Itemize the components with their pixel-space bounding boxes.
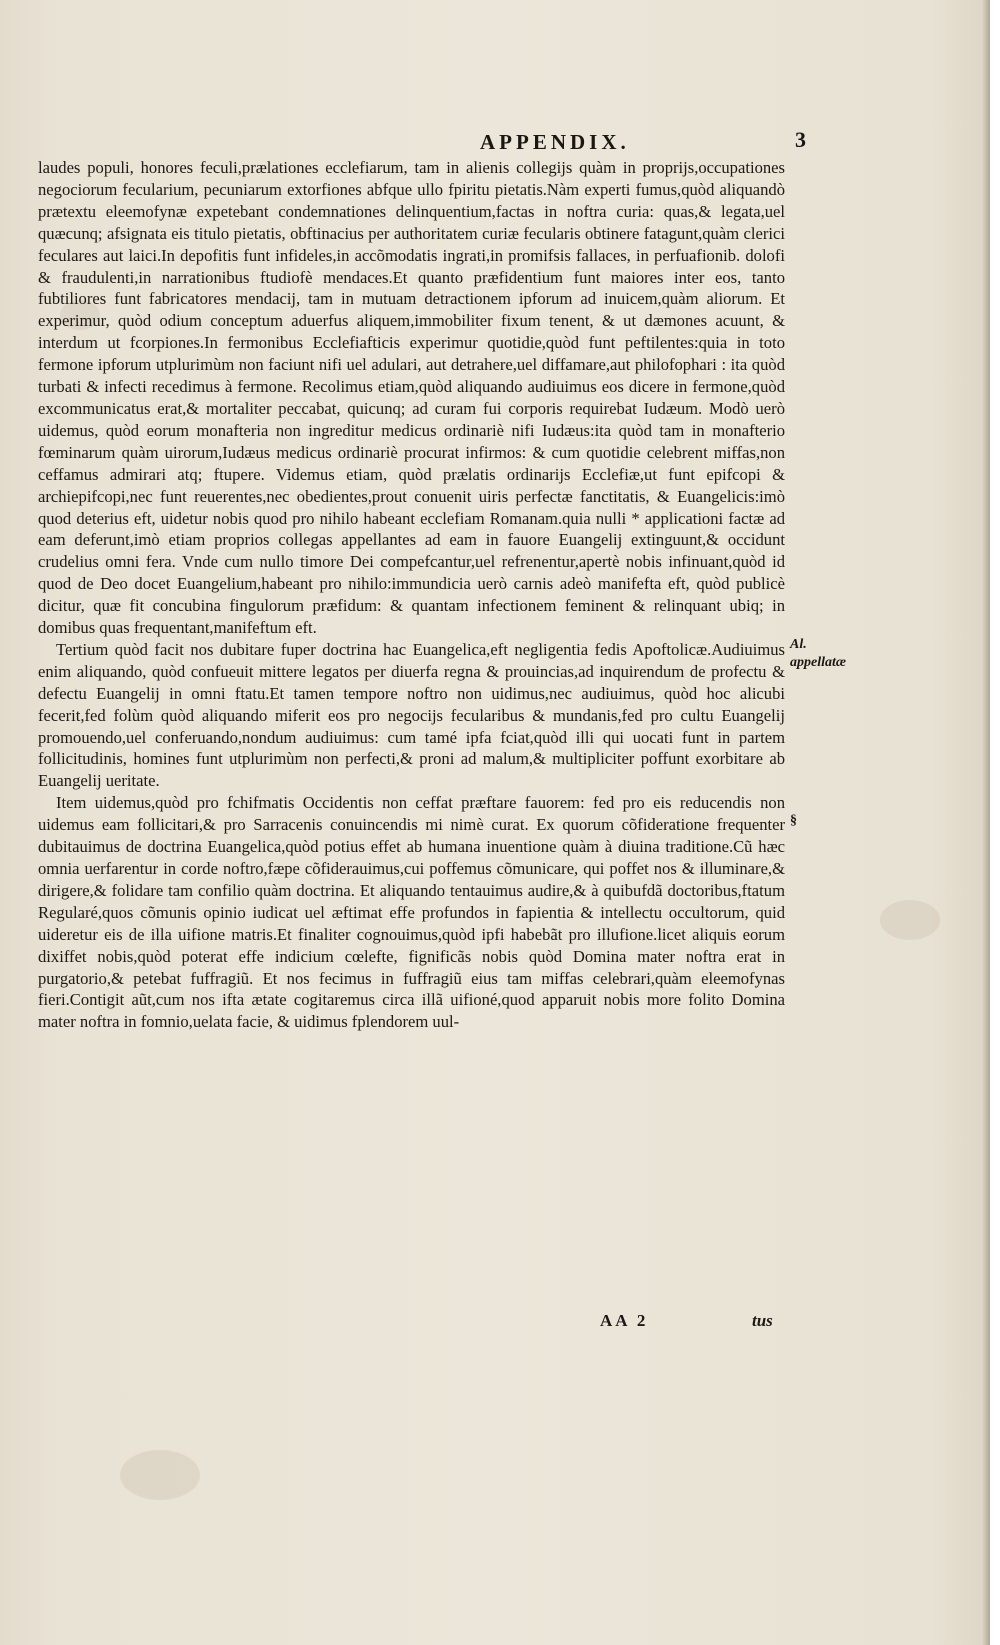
paper-stain bbox=[120, 1450, 200, 1500]
paragraph: laudes populi, honores feculi,prælationes ecclefiarum, tam in alienis collegijs quàm in proprijs,occupationes negociorum fecularium, pecuniarum extorfiones abfque ullo fpiritu pietatis.Nàm experti fumus,quòd aliquandò prætextu eleemofynæ expetebant condemnationes delinquentium,factas in noftra curia: quas,& legata,uel quæcunq; afsignata eis titulo pietatis, obftinacius per authoritatem curiæ fecularis obtinere fatagunt,quàm clerici feculares aut laici.In depofitis funt infideles,in accõmodatis ingrati,in promifsis fallaces, in perfuafionib. dolofi & fraudulenti,in narrationibus ftudiofè mendaces.Et quanto præfidentium funt maiores inter eos, tanto fubtiliores funt fabricatores mendacij, tam in mutuam detractionem ipforum ad inuicem,quàm aliorum. Et experimur, quòd odium conceptum aduerfus aliquem,immobiliter fixum tenent, & ut dæmones acuunt, & interdum ut fcorpiones.In fermonibus Ecclefiafticis experimur quotidie,quòd funt peftilentes:quia in toto fermone ipforum utplurimùm non faciunt nifi uel adulari, aut detrahere,uel diffamare,aut philofophari : ita quòd turbati & infecti recedimus à fermone. Recolimus etiam,quòd aliquando audiuimus eos dicere in fermone,quòd excommunicatus erat,& mortaliter peccabat, quicunq; ad curam fui corporis requirebat Iudæum. Modò uerò uidemus, quòd eorum monafteria non ingreditur medicus ordinariè nifi Iudæus:ita quòd tam in monafterio fœminarum quàm uirorum,Iudæus medicus ordinariè procurat infirmos: & cum quotidie celebrent miffas,non ceffamus admirari atq; ftupere. Videmus etiam, quòd prælatis ordinarijs Ecclefiæ,ut funt epifcopi & archiepifcopi,nec funt reuerentes,nec obedientes,prout conuenit uiris perfectæ fanctitatis, & Euangelicis:imò quod deterius eft, uidetur nobis quod pro nihilo habeant ecclefiam Romanam.quia nulli * applicationi factæ ad eam deferunt,imò etiam proprios collegas appellantes ad eam in fauore Euangelij extinguunt,& occidunt crudelius omni fera. Vnde cum nullo timore Dei compefcantur,uel refrenentur,apertè nobis infinuant,quòd id quod de Deo docet Euangelium,habeant pro nihilo:immundicia uerò carnis adeò manifefta eft, quòd publicè dicitur, quæ fit concubina fingulorum præfidum: & quantam infectionem feminent & relinquant ubiq; in domibus quas frequentant,manifeftum eft. bbox=[38, 158, 785, 638]
catchword: tus bbox=[752, 1311, 773, 1330]
margin-note: Al. appellatæ bbox=[790, 637, 846, 670]
signature-mark: AA 2 bbox=[600, 1311, 649, 1330]
paragraph: Tertium quòd facit nos dubitare fuper doctrina hac Euangelica,eft negligentia fedis Apoftolicæ.Audiuimus enim aliquando, quòd confueuit mittere legatos per diuerfa regna & prouincias,ad inquirendum de profectu & defectu Euangelij in omni ftatu.Et tamen tempore noftro non uidimus,nec audiuimus, quòd hoc alicubi fecerit,fed folùm quòd aliquando miferit eos pro negocijs fecularibus & mundanis,fed pro cultu Euangelij promouendo,uel conferuando,nondum audiuimus: cum tamé ipfa fciat,quòd illi qui uocati funt in partem follicitudinis, homines funt utplurimùm non perfecti,& proni ad malum,& multipliciter poffunt exorbitare ab Euangelij ueritate. bbox=[38, 639, 785, 791]
running-title: APPENDIX. bbox=[480, 130, 630, 154]
paragraph: Item uidemus,quòd pro fchifmatis Occidentis non ceffat præftare fauorem: fed pro eis reducendis non uidemus eam follicitari,& pro Sarracenis conuincendis mi nimè curat. Ex quorum cõfideratione frequenter dubitauimus de doctrina Euangelica,quòd potius effet ab humana inuentione quàm à diuina traditione.Cũ hæc omnia uerfarentur in corde noftro,fæpe cõfiderauimus,cui poffemus cõmunicare, qui poffet nos & illuminare,& dirigere,& folidare tam confilio quàm doctrina. Et aliquando tentauimus audire,& à quibufdã doctoribus,ftatum Regularé,quos cõmunis opinio iudicat uel æftimat effe profundos in fapientia & intellectu occultorum, quid uideretur eis de illa uifione matris.Et finaliter cognouimus,quòd ipfi habebãt pro illufione.licet aliquis eorum dixiffet nobis,quòd poterat effe indicium cœlefte, fignificãs nobis quòd Domina mater noftra erat in purgatorio,& petebat fuffragiũ. Et nos fecimus in fuffragiũ eius tam miffas celebrari,quàm eleemofynas fieri.Contigit aũt,cum nos ifta ætate cogitaremus circa illã uifioné,quod apparuit nobis more folito Domina mater noftra in fomnio,uelata facie, & uidimus fplendorem uul- bbox=[38, 793, 785, 1032]
paper-stain bbox=[880, 900, 940, 940]
margin-section-mark: § bbox=[790, 813, 797, 828]
page-number: 3 bbox=[795, 127, 806, 152]
page-header bbox=[40, 127, 806, 156]
body-text bbox=[38, 157, 785, 1033]
